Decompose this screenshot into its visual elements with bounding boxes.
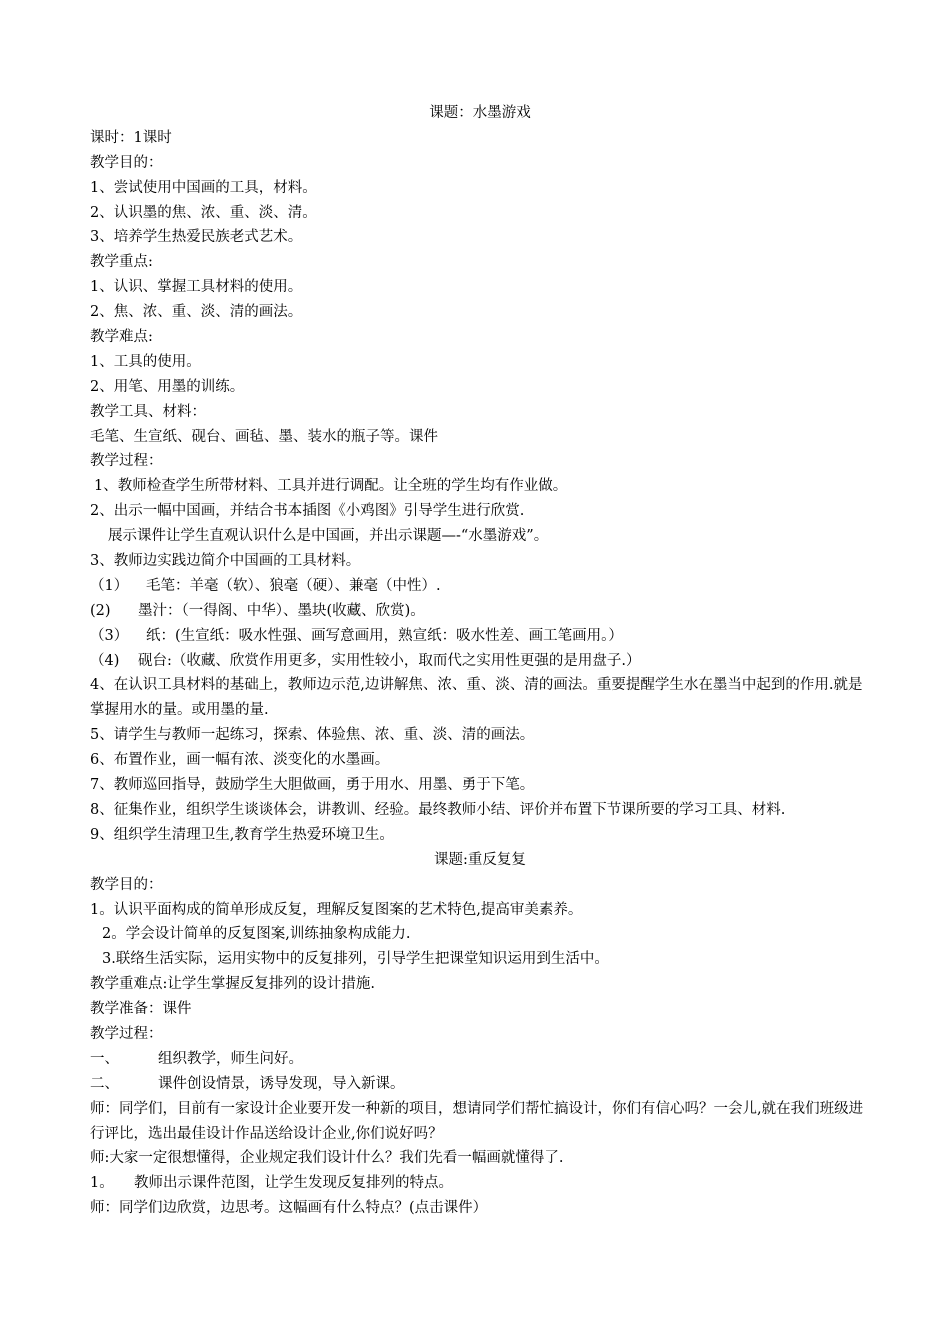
lesson-title-2: 课题:重反复复 <box>434 851 526 868</box>
text-line: 1、教师检查学生所带材料、工具并进行调配。让全班的学生均有作业做。 <box>94 478 568 495</box>
text-line: 毛笔、生宣纸、砚台、画毡、墨、装水的瓶子等。课件 <box>90 428 438 445</box>
text-line: 展示课件让学生直观认识什么是中国画，并出示课题—-“水墨游戏”。 <box>108 528 549 545</box>
list-item <box>90 574 870 599</box>
item-number: 二、 <box>90 1075 119 1092</box>
text-line: 教学准备：课件 <box>90 1001 192 1018</box>
text-line: 2、用笔、用墨的训练。 <box>90 378 245 395</box>
text-line: 7、教师巡回指导，鼓励学生大胆做画，勇于用水、用墨、勇于下笔。 <box>90 777 535 794</box>
text-line: 3.联络生活实际，运用实物中的反复排列，引导学生把课堂知识运用到生活中。 <box>102 951 609 968</box>
section-heading: 教学重点: <box>90 254 153 271</box>
text-line: 1。认识平面构成的简单形成反复，理解反复图案的艺术特色,提高审美素养。 <box>90 901 583 918</box>
section-heading: 教学工具、材料： <box>90 403 206 420</box>
list-item <box>90 1171 870 1196</box>
item-number: （3） <box>90 627 129 644</box>
list-item <box>90 649 870 674</box>
text-line: 9、组织学生清理卫生,教育学生热爱环境卫生。 <box>90 826 394 843</box>
text-line: 教学重难点:让学生掌握反复排列的设计措施. <box>90 976 375 993</box>
text-line: 2。学会设计简单的反复图案,训练抽象构成能力. <box>102 926 411 943</box>
item-number: 一、 <box>90 1050 119 1067</box>
list-item <box>90 624 870 649</box>
item-number: （1） <box>90 577 129 594</box>
text-paragraph: 4、在认识工具材料的基础上，教师边示范,边讲解焦、浓、重、淡、清的画法。重要提醒学生水在墨当中起到的作用.就是掌握用水的量。或用墨的量. <box>90 677 863 719</box>
section-heading: 教学目的： <box>90 876 163 893</box>
item-text: 墨汁：（一得阁、中华）、墨块(收藏、欣赏)。 <box>138 602 425 619</box>
section-heading: 教学过程： <box>90 453 163 470</box>
text-line: 1、认识、掌握工具材料的使用。 <box>90 279 303 296</box>
list-item <box>90 599 870 624</box>
section-heading: 教学难点: <box>90 329 153 346</box>
text-line: 2、出示一幅中国画，并结合书本插图《小鸡图》引导学生进行欣赏. <box>90 503 525 520</box>
text-line: 6、布置作业，画一幅有浓、淡变化的水墨画。 <box>90 752 390 769</box>
item-number: （4) <box>90 652 120 669</box>
item-text: 纸：(生宣纸：吸水性强、画写意画用，熟宣纸：吸水性差、画工笔画用。） <box>146 627 623 644</box>
list-item <box>90 1072 870 1097</box>
text-line: 师：同学们边欣赏，边思考。这幅画有什么特点？(点击课件） <box>90 1200 488 1217</box>
section-heading: 教学目的： <box>90 154 163 171</box>
text-line: 2、焦、浓、重、淡、清的画法。 <box>90 304 303 321</box>
text-line: 1、尝试使用中国画的工具，材料。 <box>90 179 317 196</box>
item-text: 组织教学，师生问好。 <box>158 1050 303 1067</box>
document-page <box>90 101 870 1221</box>
item-number: 1。 <box>90 1175 114 1192</box>
text-line: 3、教师边实践边简介中国画的工具材料。 <box>90 553 361 570</box>
item-text: 课件创设情景，诱导发现，导入新课。 <box>158 1075 405 1092</box>
section-heading: 教学过程： <box>90 1026 163 1042</box>
text-line: 3、培养学生热爱民族老式艺术。 <box>90 229 303 246</box>
lesson-title-1: 课题：水墨游戏 <box>429 105 531 121</box>
item-number: (2) <box>90 602 111 619</box>
text-line: 1、工具的使用。 <box>90 353 201 370</box>
item-text: 砚台:（收藏、欣赏作用更多，实用性较小，取而代之实用性更强的是用盘子.） <box>138 652 641 669</box>
item-text: 教师出示课件范图，让学生发现反复排列的特点。 <box>134 1175 453 1192</box>
text-paragraph: 8、征集作业，组织学生谈谈体会，讲教训、经验。最终教师小结、评价并布置下节课所要的学习工具、材料. <box>90 801 786 818</box>
text-line: 师:大家一定很想懂得，企业规定我们设计什么？我们先看一幅画就懂得了. <box>90 1150 564 1167</box>
text-line: 2、认识墨的焦、浓、重、淡、清。 <box>90 204 317 221</box>
item-text: 毛笔：羊毫（软）、狼毫（硬）、兼毫（中性）. <box>146 577 441 594</box>
list-item <box>90 1047 870 1072</box>
text-line: 5、请学生与教师一起练习，探索、体验焦、浓、重、淡、清的画法。 <box>90 727 535 744</box>
text-paragraph: 师：同学们，目前有一家设计企业要开发一种新的项目，想请同学们帮忙搞设计，你们有信心吗？一会儿,就在我们班级进行评比，选出最佳设计作品送给设计企业,你们说好吗？ <box>90 1100 864 1142</box>
text-line: 课时：1课时 <box>90 129 172 146</box>
